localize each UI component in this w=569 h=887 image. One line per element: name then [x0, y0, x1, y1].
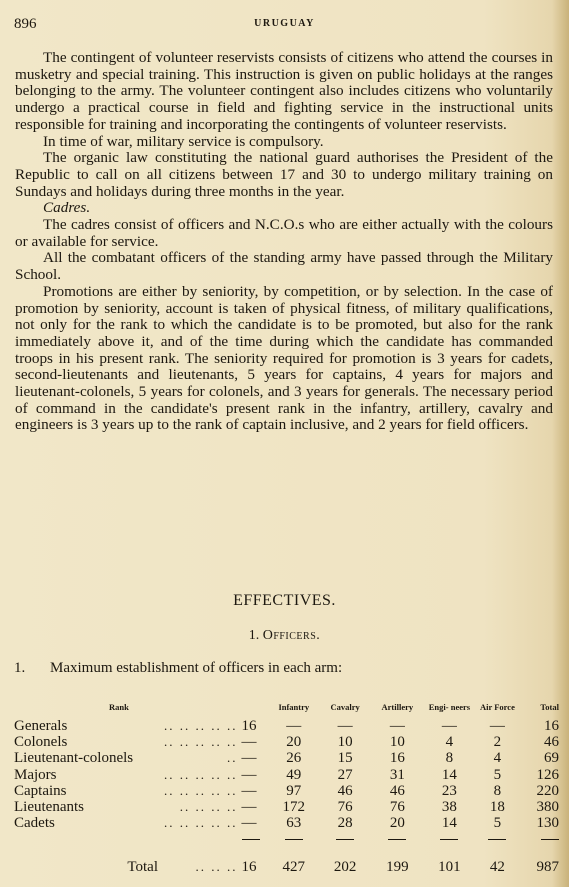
total-first-cell: 16 [241, 858, 257, 875]
engineers-cell: 23 [441, 782, 457, 799]
table-caption-number: 1. [14, 660, 26, 676]
first-cell: — [241, 750, 257, 767]
air-force-cell: 8 [493, 782, 502, 799]
running-title: URUGUAY [254, 18, 315, 29]
first-cell: — [241, 734, 257, 751]
officers-subheading [0, 628, 569, 644]
artillery-cell: 46 [389, 782, 405, 799]
artillery-cell: — [389, 718, 405, 734]
table-row [14, 750, 559, 766]
rule-spacer [14, 831, 238, 847]
infantry-cell: 49 [286, 766, 302, 783]
rule-line [336, 839, 354, 840]
total-cavalry-cell: 202 [333, 858, 357, 875]
artillery-cell: 31 [389, 766, 405, 783]
leader-dots: .. .. .. .. .. [164, 734, 238, 750]
leader-dots: .. .. .. .. .. [164, 766, 238, 782]
rule-line [541, 839, 559, 840]
artillery-cell: 16 [389, 750, 405, 767]
rule-line [285, 839, 303, 840]
rank-cell: Majors [14, 766, 57, 783]
total-engineers-cell: 101 [438, 858, 461, 875]
header-air-force: Air Force [479, 702, 515, 712]
rule-line [242, 839, 260, 840]
air-force-cell: 4 [493, 750, 502, 767]
rule-cell [268, 831, 321, 847]
rule-cell [320, 831, 370, 847]
total-rule-row [14, 831, 559, 847]
header-rank: Rank [109, 702, 129, 712]
leader-dots: .. [227, 750, 238, 766]
rule-cell [520, 831, 559, 847]
page-header [14, 16, 555, 34]
infantry-cell: — [286, 718, 302, 734]
rank-cell: Lieutenant-colonels [14, 750, 134, 767]
leader-dots: .. .. .. .. .. [164, 782, 238, 798]
engineers-cell: 38 [441, 799, 457, 816]
page-number: 896 [14, 16, 37, 32]
header-infantry: Infantry [278, 702, 310, 712]
engineers-cell: 4 [445, 734, 454, 751]
engineers-cell: 8 [445, 750, 454, 767]
rule-line [388, 839, 406, 840]
first-cell: — [241, 815, 257, 832]
air-force-cell: 5 [493, 815, 502, 832]
table-row [14, 783, 559, 799]
table-total-row [14, 848, 559, 876]
total-cell: 16 [544, 718, 559, 734]
paragraph: Promotions are either by seniority, by competition, or by selection. In the case of promotion by seniority, account is taken of physical fitness, of military qualifications, not only for the rank to which the candidate is to be promoted, but also for the rank immediately above it, and of the time during which the candidate has commanded troops in his present rank. The seniority required for promotion is 3 years for cadets, second-lieutenants and lieutenants, 5 years for captains, 4 years for majors and lieutenant-colonels, 5 years for colonels, and 3 years for generals. The necessary period of command in the candidate's present rank in the infantry, artillery, cavalry and engineers is 3 years up to the rank of captain inclusive, and 2 years for field officers. [15, 282, 553, 434]
rule-cell [474, 831, 520, 847]
infantry-cell: 63 [286, 815, 302, 832]
effectives-heading: EFFECTIVES. [233, 592, 336, 609]
first-cell: 16 [241, 718, 257, 734]
section-heading-cadres: Cadres. [43, 199, 91, 217]
leader-dots: .. .. .. .. .. [164, 718, 238, 733]
total-cell: 380 [536, 799, 559, 816]
table-row [14, 734, 559, 750]
header-cavalry: Cavalry [330, 702, 360, 712]
paragraph: All the combatant officers of the standing army have passed through the Military School. [15, 249, 553, 284]
total-cell: 69 [544, 750, 559, 767]
subheading-title: Officers. [262, 628, 321, 643]
total-artillery-cell: 199 [386, 858, 409, 875]
total-cell: 126 [536, 766, 559, 783]
rank-cell: Captains [14, 782, 67, 799]
cavalry-cell: 28 [337, 815, 353, 832]
total-label: Total [127, 858, 158, 875]
total-total-cell: 987 [536, 858, 559, 875]
engineers-cell: 14 [441, 766, 457, 783]
cavalry-cell: 10 [337, 734, 353, 751]
header-engineers: Engi- neers [428, 702, 471, 712]
first-cell: — [241, 782, 257, 799]
body-text [15, 50, 553, 434]
table-row [14, 718, 559, 734]
rank-cell: Generals [14, 718, 68, 734]
paragraph: The cadres consist of officers and N.C.O.s who are either actually with the colours or available for service. [15, 216, 553, 250]
table-row [14, 767, 559, 783]
cavalry-cell: 27 [337, 766, 353, 783]
artillery-cell: 10 [389, 734, 405, 751]
total-infantry-cell: 427 [282, 858, 306, 875]
infantry-cell: 20 [286, 734, 302, 751]
rule-line [440, 839, 458, 840]
table-row [14, 815, 559, 831]
total-cell: 46 [544, 734, 559, 751]
table-caption [14, 660, 555, 677]
rank-cell: Cadets [14, 815, 55, 832]
cavalry-cell: — [337, 718, 353, 734]
total-cell: 220 [536, 782, 559, 799]
air-force-cell: 2 [493, 734, 502, 751]
table-row [14, 799, 559, 815]
rule-cell [424, 831, 474, 847]
total-cell: 130 [536, 815, 559, 832]
total-air-force-cell: 42 [489, 858, 505, 875]
rule-cell [370, 831, 424, 847]
table-caption-text: Maximum establishment of officers in each arm: [50, 660, 343, 676]
air-force-cell: 18 [489, 799, 505, 816]
subheading-number: 1. [248, 628, 260, 643]
first-cell: — [241, 799, 257, 816]
paragraph: In time of war, military service is compulsory. [43, 132, 324, 150]
engineers-cell: — [441, 718, 457, 734]
table-body [14, 718, 559, 876]
infantry-cell: 97 [286, 782, 302, 799]
artillery-cell: 76 [389, 799, 405, 816]
cavalry-cell: 15 [337, 750, 353, 767]
rule-line [488, 839, 506, 840]
header-artillery: Artillery [381, 702, 414, 712]
leader-dots: .. .. .. .. [179, 799, 238, 815]
artillery-cell: 20 [389, 815, 405, 832]
leader-dots: .. .. .. .. .. [164, 815, 238, 831]
rank-cell: Colonels [14, 734, 68, 751]
paragraph: The contingent of volunteer reservists consists of citizens who attend the courses in musketry and special training. This instruction is given on public holidays at the ranges belonging to the army. The volunteer contingent also includes citizens who voluntarily undergo a practical course in field and fighting service in the instructional units responsible for training and incorporating the contingents of volunteer reservists. [15, 49, 553, 133]
air-force-cell: 5 [493, 766, 502, 783]
infantry-cell: 26 [286, 750, 302, 767]
header-total: Total [540, 702, 559, 712]
rule-cell [238, 831, 268, 847]
leader-dots: .. .. .. [195, 858, 238, 874]
air-force-cell: — [489, 718, 505, 734]
cavalry-cell: 46 [337, 782, 353, 799]
table-header-row [14, 690, 559, 718]
infantry-cell: 172 [282, 799, 306, 816]
paragraph: The organic law constituting the national guard authorises the President of the Republic to call on all citizens between 17 and 30 to undergo military training on Sundays and holidays during three months in the year. [15, 149, 553, 200]
engineers-cell: 14 [441, 815, 457, 832]
rank-cell: Lieutenants [14, 799, 84, 816]
officers-table [14, 690, 559, 876]
cavalry-cell: 76 [337, 799, 353, 816]
first-cell: — [241, 766, 257, 783]
